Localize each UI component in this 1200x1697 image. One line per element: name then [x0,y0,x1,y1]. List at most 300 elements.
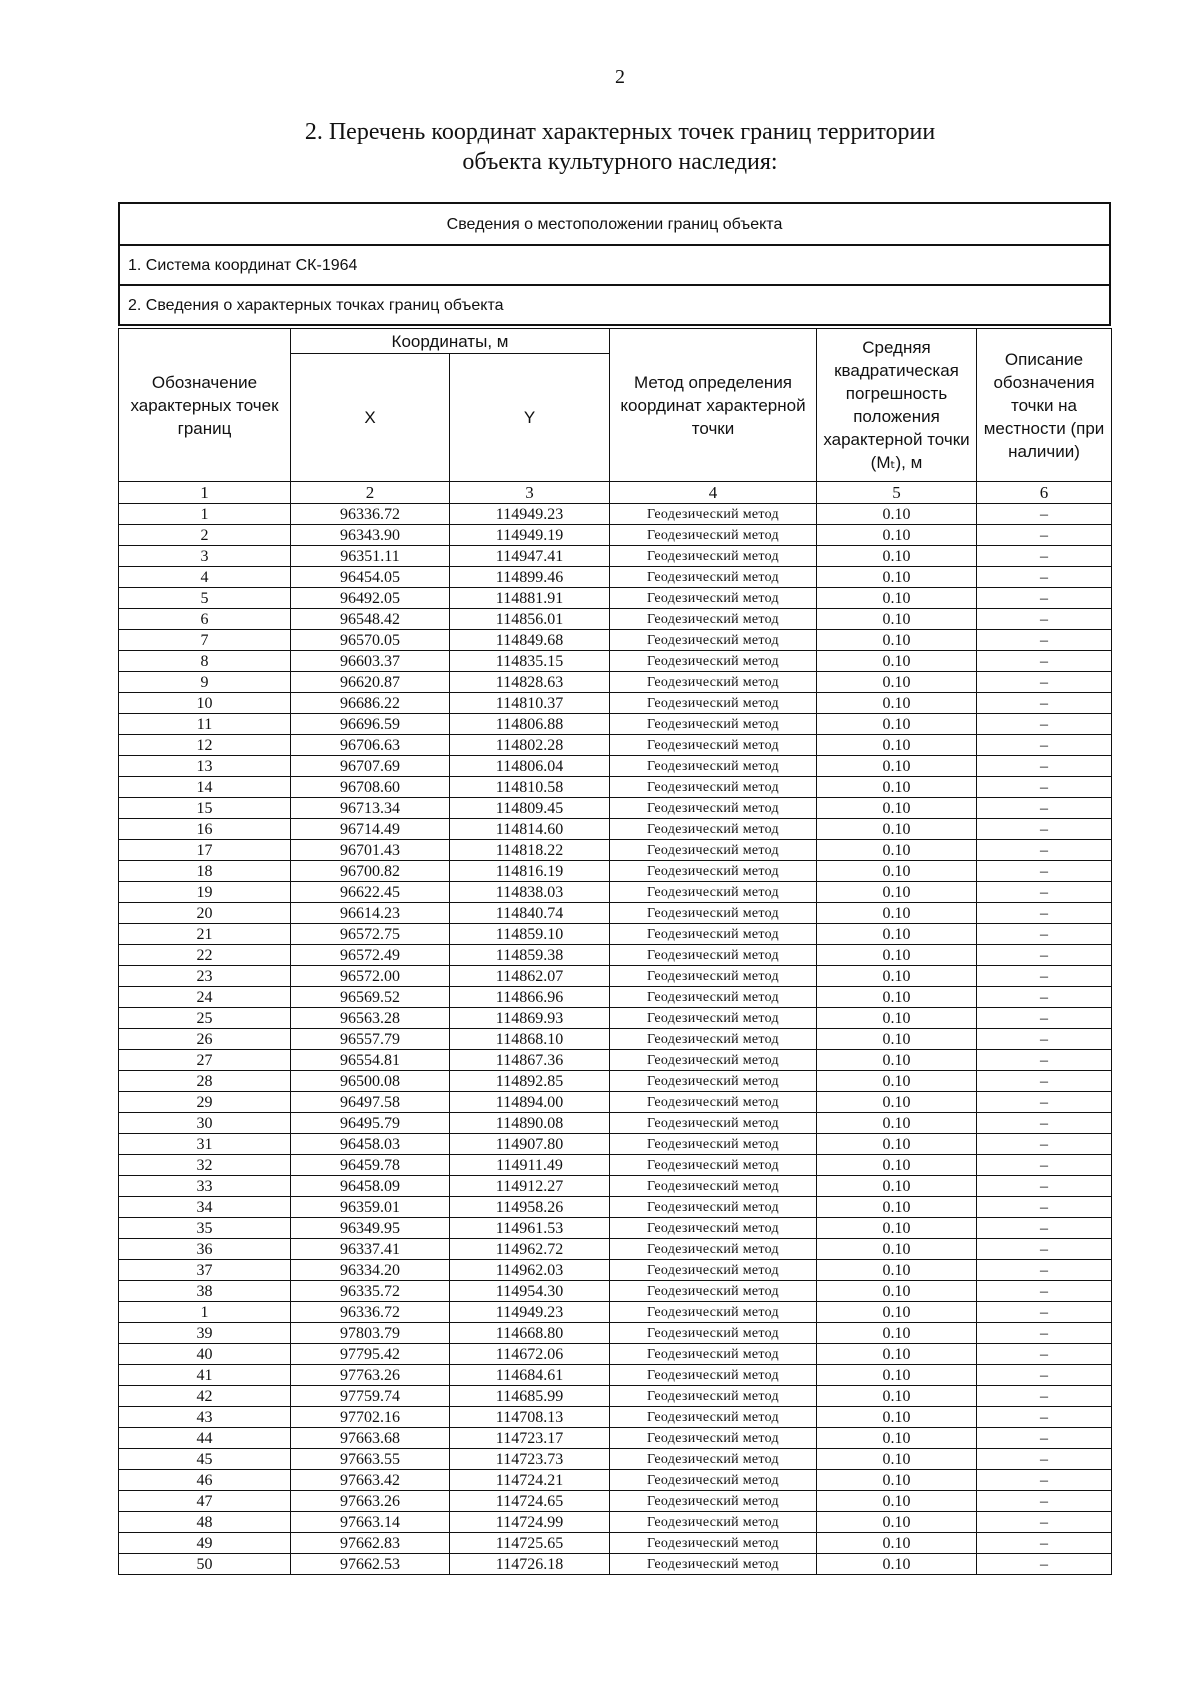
table-row [119,1113,1112,1134]
coord-y: 114838.03 [450,882,610,903]
coord-x: 96686.22 [291,693,450,714]
error-value: 0.10 [817,903,977,924]
method: Геодезический метод [610,567,817,588]
coord-y: 114810.37 [450,693,610,714]
method: Геодезический метод [610,714,817,735]
point-number: 43 [119,1407,291,1428]
description-value: – [977,882,1112,903]
table-row [119,1512,1112,1533]
error-value: 0.10 [817,504,977,525]
point-number: 35 [119,1218,291,1239]
header-coords: Координаты, м [291,329,610,354]
error-value: 0.10 [817,1218,977,1239]
description-value: – [977,735,1112,756]
coord-y: 114835.15 [450,651,610,672]
method: Геодезический метод [610,1155,817,1176]
coord-y: 114672.06 [450,1344,610,1365]
description-value: – [977,1071,1112,1092]
error-value: 0.10 [817,1176,977,1197]
coord-y: 114859.38 [450,945,610,966]
points-section-title: 2. Сведения о характерных точках границ объекта [119,285,1110,325]
table-row [119,1407,1112,1428]
method: Геодезический метод [610,777,817,798]
coord-x: 96572.75 [291,924,450,945]
column-number: 2 [291,482,450,504]
method: Геодезический метод [610,1554,817,1575]
description-value: – [977,861,1112,882]
coord-x: 96713.34 [291,798,450,819]
description-value: – [977,1407,1112,1428]
table-row [119,1554,1112,1575]
error-value: 0.10 [817,546,977,567]
method: Геодезический метод [610,1071,817,1092]
point-number: 22 [119,945,291,966]
description-value: – [977,1008,1112,1029]
coord-y: 114961.53 [450,1218,610,1239]
method: Геодезический метод [610,1197,817,1218]
description-value: – [977,693,1112,714]
coord-x: 96572.49 [291,945,450,966]
table-row [119,987,1112,1008]
coord-x: 96497.58 [291,1092,450,1113]
table-row [119,1449,1112,1470]
coord-x: 96492.05 [291,588,450,609]
document-heading [0,117,1200,177]
coord-x: 96569.52 [291,987,450,1008]
coord-x: 96500.08 [291,1071,450,1092]
error-value: 0.10 [817,1281,977,1302]
column-number: 4 [610,482,817,504]
table-row [119,1470,1112,1491]
description-value: – [977,756,1112,777]
point-number: 39 [119,1323,291,1344]
point-number: 20 [119,903,291,924]
description-value: – [977,1344,1112,1365]
error-value: 0.10 [817,588,977,609]
method: Геодезический метод [610,588,817,609]
description-value: – [977,1512,1112,1533]
heading-line-2: объекта культурного наследия: [462,149,778,175]
table-row [119,525,1112,546]
error-value: 0.10 [817,1050,977,1071]
point-number: 12 [119,735,291,756]
error-value: 0.10 [817,924,977,945]
table-row [119,1155,1112,1176]
error-value: 0.10 [817,1428,977,1449]
method: Геодезический метод [610,1302,817,1323]
coord-x: 97702.16 [291,1407,450,1428]
table-row [119,1491,1112,1512]
method: Геодезический метод [610,1239,817,1260]
coord-x: 96708.60 [291,777,450,798]
description-value: – [977,1092,1112,1113]
description-value: – [977,840,1112,861]
coord-x: 97663.68 [291,1428,450,1449]
coord-x: 96700.82 [291,861,450,882]
page-number: 2 [615,66,625,88]
point-number: 9 [119,672,291,693]
coord-x: 96343.90 [291,525,450,546]
coord-y: 114806.04 [450,756,610,777]
description-value: – [977,567,1112,588]
method: Геодезический метод [610,924,817,945]
error-value: 0.10 [817,1386,977,1407]
coord-y: 114868.10 [450,1029,610,1050]
point-number: 34 [119,1197,291,1218]
description-value: – [977,525,1112,546]
point-number: 29 [119,1092,291,1113]
error-value: 0.10 [817,1260,977,1281]
coord-x: 96707.69 [291,756,450,777]
table-row [119,798,1112,819]
description-value: – [977,1155,1112,1176]
column-number: 3 [450,482,610,504]
coord-y: 114911.49 [450,1155,610,1176]
description-value: – [977,630,1112,651]
error-value: 0.10 [817,1029,977,1050]
table-row [119,1281,1112,1302]
coord-y: 114724.21 [450,1470,610,1491]
description-value: – [977,672,1112,693]
point-number: 10 [119,693,291,714]
point-number: 37 [119,1260,291,1281]
description-value: – [977,819,1112,840]
coord-x: 96351.11 [291,546,450,567]
method: Геодезический метод [610,1533,817,1554]
coord-x: 96335.72 [291,1281,450,1302]
error-value: 0.10 [817,1323,977,1344]
coord-y: 114866.96 [450,987,610,1008]
error-value: 0.10 [817,1071,977,1092]
description-value: – [977,777,1112,798]
description-value: – [977,1176,1112,1197]
point-number: 1 [119,504,291,525]
column-number: 1 [119,482,291,504]
table-row [119,693,1112,714]
header-point: Обозначение характерных точек границ [119,329,291,482]
method: Геодезический метод [610,1260,817,1281]
error-value: 0.10 [817,1197,977,1218]
point-number: 30 [119,1113,291,1134]
coord-y: 114684.61 [450,1365,610,1386]
coord-y: 114802.28 [450,735,610,756]
method: Геодезический метод [610,819,817,840]
description-value: – [977,1323,1112,1344]
coord-y: 114881.91 [450,588,610,609]
method: Геодезический метод [610,1344,817,1365]
method: Геодезический метод [610,651,817,672]
error-value: 0.10 [817,1302,977,1323]
point-number: 27 [119,1050,291,1071]
table-row [119,1302,1112,1323]
table-row [119,861,1112,882]
coord-y: 114726.18 [450,1554,610,1575]
coord-y: 114907.80 [450,1134,610,1155]
description-value: – [977,1386,1112,1407]
method: Геодезический метод [610,966,817,987]
table-row [119,1218,1112,1239]
error-value: 0.10 [817,819,977,840]
coord-x: 97795.42 [291,1344,450,1365]
coord-y: 114949.23 [450,1302,610,1323]
coord-x: 96706.63 [291,735,450,756]
method: Геодезический метод [610,1050,817,1071]
description-value: – [977,1470,1112,1491]
point-number: 3 [119,546,291,567]
coord-x: 96572.00 [291,966,450,987]
coord-x: 96563.28 [291,1008,450,1029]
coord-y: 114949.19 [450,525,610,546]
table-row [119,672,1112,693]
method: Геодезический метод [610,840,817,861]
coord-y: 114947.41 [450,546,610,567]
error-value: 0.10 [817,798,977,819]
description-value: – [977,1428,1112,1449]
table-row [119,777,1112,798]
table-row [119,903,1112,924]
method: Геодезический метод [610,609,817,630]
coord-y: 114954.30 [450,1281,610,1302]
method: Геодезический метод [610,693,817,714]
coord-x: 97803.79 [291,1323,450,1344]
method: Геодезический метод [610,756,817,777]
method: Геодезический метод [610,525,817,546]
method: Геодезический метод [610,1134,817,1155]
point-number: 50 [119,1554,291,1575]
table-row [119,1134,1112,1155]
error-value: 0.10 [817,1113,977,1134]
table-row [119,1239,1112,1260]
description-value: – [977,1134,1112,1155]
table-row [119,1386,1112,1407]
point-number: 5 [119,588,291,609]
table-row [119,1029,1112,1050]
table-row [119,966,1112,987]
description-value: – [977,903,1112,924]
error-value: 0.10 [817,1134,977,1155]
table-row [119,1050,1112,1071]
coord-y: 114958.26 [450,1197,610,1218]
table-row [119,651,1112,672]
error-value: 0.10 [817,1533,977,1554]
coord-y: 114912.27 [450,1176,610,1197]
point-number: 2 [119,525,291,546]
coord-x: 96548.42 [291,609,450,630]
header-y: Y [450,354,610,482]
coord-y: 114810.58 [450,777,610,798]
description-value: – [977,1050,1112,1071]
description-value: – [977,987,1112,1008]
point-number: 11 [119,714,291,735]
coord-x: 96714.49 [291,819,450,840]
coord-x: 97662.83 [291,1533,450,1554]
coord-y: 114849.68 [450,630,610,651]
point-number: 7 [119,630,291,651]
method: Геодезический метод [610,1008,817,1029]
method: Геодезический метод [610,1092,817,1113]
coord-x: 96570.05 [291,630,450,651]
table-row [119,1071,1112,1092]
coord-y: 114725.65 [450,1533,610,1554]
coord-x: 96454.05 [291,567,450,588]
error-value: 0.10 [817,693,977,714]
point-number: 24 [119,987,291,1008]
column-numbers-row [119,482,1112,504]
description-value: – [977,1197,1112,1218]
description-value: – [977,1281,1112,1302]
point-number: 42 [119,1386,291,1407]
description-value: – [977,504,1112,525]
method: Геодезический метод [610,546,817,567]
column-number: 5 [817,482,977,504]
description-value: – [977,924,1112,945]
error-value: 0.10 [817,1449,977,1470]
point-number: 36 [119,1239,291,1260]
coord-x: 97663.42 [291,1470,450,1491]
description-value: – [977,945,1112,966]
error-value: 0.10 [817,777,977,798]
description-value: – [977,588,1112,609]
description-value: – [977,1113,1112,1134]
point-number: 38 [119,1281,291,1302]
error-value: 0.10 [817,672,977,693]
error-value: 0.10 [817,630,977,651]
method: Геодезический метод [610,1386,817,1407]
coord-x: 96459.78 [291,1155,450,1176]
point-number: 44 [119,1428,291,1449]
table-title: Сведения о местоположении границ объекта [119,203,1110,245]
description-value: – [977,714,1112,735]
error-value: 0.10 [817,1491,977,1512]
coord-x: 96337.41 [291,1239,450,1260]
boundary-info-header [118,202,1111,326]
table-row [119,1344,1112,1365]
point-number: 6 [119,609,291,630]
table-row [119,819,1112,840]
method: Геодезический метод [610,504,817,525]
coord-x: 96336.72 [291,504,450,525]
point-number: 28 [119,1071,291,1092]
coord-x: 96622.45 [291,882,450,903]
coord-x: 96620.87 [291,672,450,693]
table-row [119,924,1112,945]
point-number: 26 [119,1029,291,1050]
coord-y: 114892.85 [450,1071,610,1092]
error-value: 0.10 [817,1239,977,1260]
header-x: X [291,354,450,482]
coord-y: 114949.23 [450,504,610,525]
point-number: 21 [119,924,291,945]
table-row [119,1092,1112,1113]
header-method: Метод определения координат характерной точки [610,329,817,482]
description-value: – [977,651,1112,672]
coord-y: 114723.17 [450,1428,610,1449]
coord-y: 114867.36 [450,1050,610,1071]
error-value: 0.10 [817,945,977,966]
point-number: 15 [119,798,291,819]
coord-y: 114806.88 [450,714,610,735]
coord-y: 114809.45 [450,798,610,819]
point-number: 49 [119,1533,291,1554]
table-row [119,1008,1112,1029]
point-number: 45 [119,1449,291,1470]
description-value: – [977,546,1112,567]
coord-y: 114708.13 [450,1407,610,1428]
point-number: 4 [119,567,291,588]
error-value: 0.10 [817,987,977,1008]
point-number: 40 [119,1344,291,1365]
table-row [119,882,1112,903]
method: Геодезический метод [610,1449,817,1470]
table-row [119,1428,1112,1449]
coord-y: 114962.03 [450,1260,610,1281]
header-description: Описание обозначения точки на местности (при наличии) [977,329,1112,482]
column-number: 6 [977,482,1112,504]
method: Геодезический метод [610,861,817,882]
method: Геодезический метод [610,1365,817,1386]
coord-y: 114862.07 [450,966,610,987]
coord-x: 96359.01 [291,1197,450,1218]
coord-x: 97663.14 [291,1512,450,1533]
description-value: – [977,966,1112,987]
coord-x: 96701.43 [291,840,450,861]
error-value: 0.10 [817,1365,977,1386]
table-row [119,609,1112,630]
point-number: 13 [119,756,291,777]
description-value: – [977,1365,1112,1386]
method: Геодезический метод [610,1029,817,1050]
method: Геодезический метод [610,882,817,903]
error-value: 0.10 [817,1092,977,1113]
point-number: 31 [119,1134,291,1155]
coord-y: 114723.73 [450,1449,610,1470]
point-number: 8 [119,651,291,672]
point-number: 33 [119,1176,291,1197]
coord-y: 114814.60 [450,819,610,840]
method: Геодезический метод [610,1407,817,1428]
method: Геодезический метод [610,1176,817,1197]
error-value: 0.10 [817,1344,977,1365]
error-value: 0.10 [817,714,977,735]
description-value: – [977,1491,1112,1512]
point-number: 14 [119,777,291,798]
table-row [119,714,1112,735]
error-value: 0.10 [817,861,977,882]
point-number: 48 [119,1512,291,1533]
coord-x: 97663.26 [291,1491,450,1512]
coord-x: 96557.79 [291,1029,450,1050]
method: Геодезический метод [610,1470,817,1491]
table-row [119,1260,1112,1281]
header-error: Средняя квадратическая погрешность положения характерной точки (Mₜ), м [817,329,977,482]
coord-x: 96603.37 [291,651,450,672]
point-number: 32 [119,1155,291,1176]
error-value: 0.10 [817,1155,977,1176]
table-row [119,567,1112,588]
heading-line-1: 2. Перечень координат характерных точек границ территории [304,119,936,145]
coord-y: 114859.10 [450,924,610,945]
description-value: – [977,1449,1112,1470]
table-row [119,588,1112,609]
coord-y: 114816.19 [450,861,610,882]
point-number: 19 [119,882,291,903]
point-number: 41 [119,1365,291,1386]
method: Геодезический метод [610,1428,817,1449]
table-row [119,504,1112,525]
method: Геодезический метод [610,735,817,756]
coord-x: 96696.59 [291,714,450,735]
method: Геодезический метод [610,1323,817,1344]
